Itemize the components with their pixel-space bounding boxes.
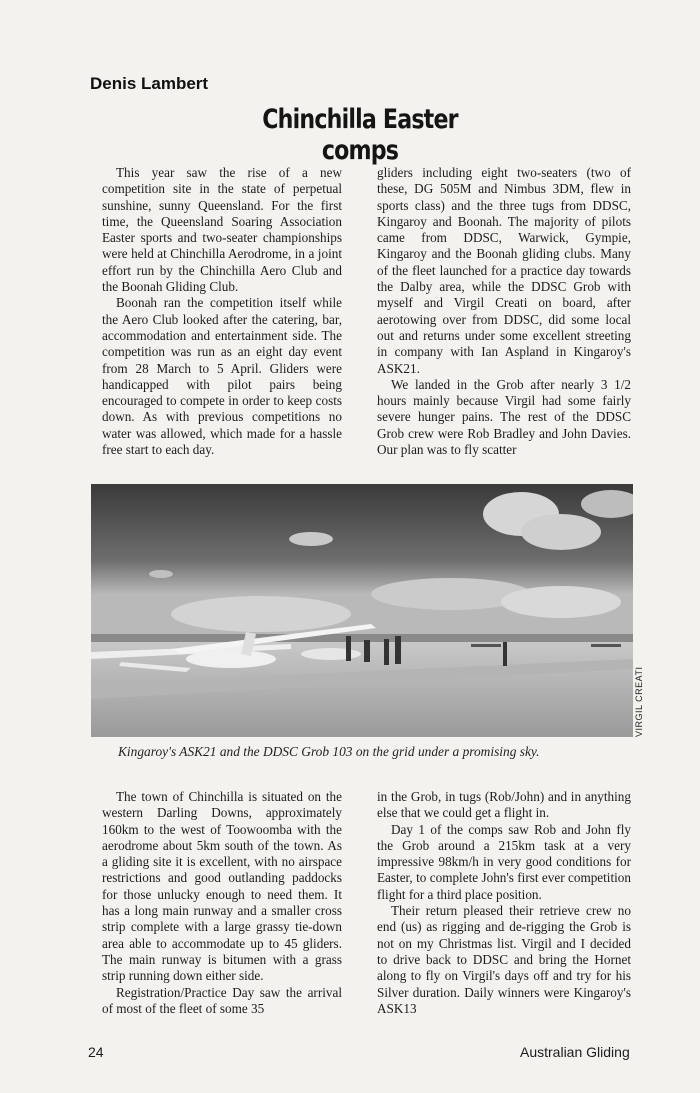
paragraph: Day 1 of the comps saw Rob and John fly the Grob around a 215km task at a very impressive 98km/h in very good conditions for Easter, to complete John's first ever competition flight for a third place position. <box>377 821 631 902</box>
page-number: 24 <box>88 1044 104 1060</box>
paragraph: Registration/Practice Day saw the arrival of most of the fleet of some 35 <box>102 984 342 1016</box>
paragraph: gliders including eight two-seaters (two of these, DG 505M and Nimbus 3DM, flew in sports class) and the three tugs from DDSC, Kingaroy and Boonah. The majority of pilots came from DDSC, Warwick, Gympie, Kingaroy and the Boonah gliding clubs. Many of the fleet launched for a practice day towards the Dalby area, while the DDSC Grob with myself and Virgil Creati on board, after aerotowing over from DDSC, did some local out and returns under some excellent streeting in company with Ian Aspland in Kingaroy's ASK21. <box>377 165 631 376</box>
paragraph: in the Grob, in tugs (Rob/John) and in anything else that we could get a flight in. <box>377 789 631 821</box>
glider-grid-photo <box>91 484 633 737</box>
article-column-2 <box>377 165 631 458</box>
paragraph: Their return pleased their retrieve crew no end (us) as rigging and de-rigging the Grob is not on my Christmas list. Virgil and I decided to drive back to DDSC and bring the Hornet along to fly on Virgil's days off and try for his Silver duration. Daily winners were Kingaroy's ASK13 <box>377 903 631 1016</box>
article-column-3 <box>102 789 342 1017</box>
photo-caption: Kingaroy's ASK21 and the DDSC Grob 103 on the grid under a promising sky. <box>118 744 540 759</box>
magazine-name: Australian Gliding <box>520 1044 630 1060</box>
author-name: Denis Lambert <box>90 74 209 93</box>
photo-credit: VIRGIL CREATI <box>634 666 644 737</box>
paragraph: The town of Chinchilla is situated on the western Darling Downs, approximately 160km to the west of Toowoomba with the aerodrome about 5km south of the town. As a gliding site it is excellent, with no airspace restrictions and good outlanding paddocks for those unlucky enough to need them. It has a long main runway and a smaller cross strip complete with a large grassy tie-down area able to accommodate up to 45 gliders. The main runway is bitumen with a grass strip running down either side. <box>102 789 342 984</box>
article-column-4 <box>377 789 631 1017</box>
photo-illustration <box>91 484 633 737</box>
paragraph: We landed in the Grob after nearly 3 1/2 hours mainly because Virgil had some fairly severe hunger pains. The rest of the DDSC Grob crew were Rob Bradley and John Davies. Our plan was to fly scatter <box>377 376 631 458</box>
paragraph: This year saw the rise of a new competition site in the state of perpetual sunshine, sunny Queensland. For the first time, the Queensland Soaring Association Easter sports and two-seater championships were held at Chinchilla Aerodrome, in a joint effort run by the Chinchilla Aero Club and the Boonah Gliding Club. <box>102 165 342 295</box>
paragraph: Boonah ran the competition itself while the Aero Club looked after the catering, bar, accommodation and entertainment side. The competition was run as an eight day event from 28 March to 5 April. Gliders were handicapped with pilot pairs being encouraged to compete in order to keep costs down. As with previous competitions no water was allowed, which made for a hassle free start to each day. <box>102 295 342 458</box>
article-title: Chinchilla Easter comps <box>262 104 458 166</box>
article-column-1 <box>102 165 342 458</box>
